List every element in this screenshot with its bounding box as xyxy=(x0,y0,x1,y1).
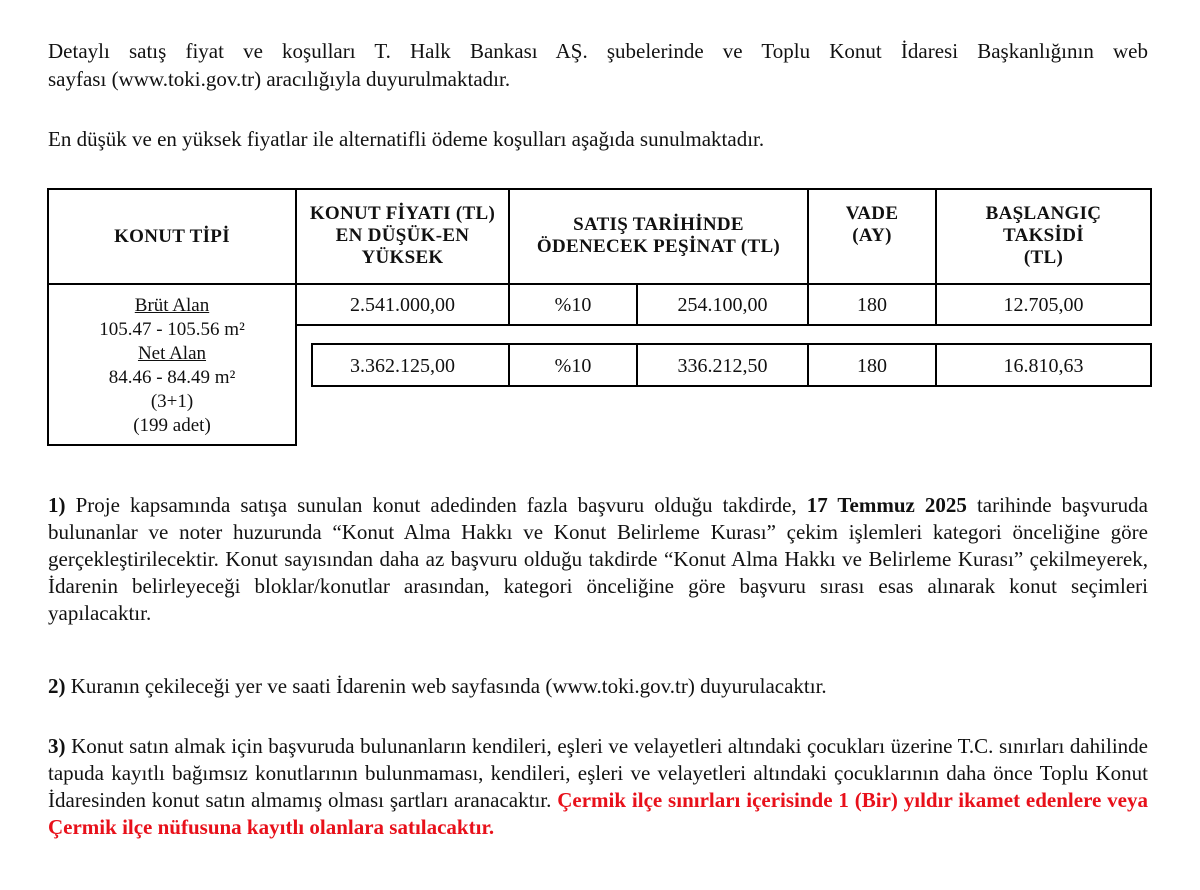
note-2-number: 2) xyxy=(48,674,66,698)
row1-oran: %10 xyxy=(554,294,592,316)
note-1 xyxy=(48,492,1148,627)
oda-sayisi: (3+1) xyxy=(150,391,194,412)
brut-alan-value: 105.47 - 105.56 m² xyxy=(99,319,245,340)
row2-taksit: 16.810,63 xyxy=(1003,355,1084,377)
note-3 xyxy=(48,733,1148,841)
row2-fiyat: 3.362.125,00 xyxy=(350,355,455,377)
note-1-date: 17 Temmuz 2025 xyxy=(806,493,967,517)
header-taksit: BAŞLANGIÇ TAKSİDİ (TL) xyxy=(985,203,1102,268)
row1-pesinat: 254.100,00 xyxy=(677,294,768,316)
row1-vade: 180 xyxy=(857,294,887,316)
konut-details xyxy=(49,294,295,438)
note-3-red-text: Çermik ilçe sınırları içerisinde 1 (Bir) yıldır ikamet edenlere veya Çermik ilçe nüfusuna kayıtlı olanlara satılacaktır. xyxy=(48,788,1149,839)
row2-oran: %10 xyxy=(554,355,592,377)
row2-pesinat: 336.212,50 xyxy=(677,355,768,377)
intro-line-1: Detaylı satış fiyat ve koşulları T. Halk Bankası AŞ. şubelerinde ve Toplu Konut İdaresi Başkanlığının web xyxy=(48,39,1148,63)
note-2-text: Kuranın çekileceği yer ve saati İdarenin web sayfasında (www.toki.gov.tr) duyurulacaktır. xyxy=(70,674,827,698)
header-pesinat: SATIŞ TARİHİNDE ÖDENECEK PEŞİNAT (TL) xyxy=(536,214,781,257)
intro-line-3: En düşük ve en yüksek fiyatlar ile alternatifli ödeme koşulları aşağıda sunulmaktadır. xyxy=(48,127,765,151)
row1-taksit: 12.705,00 xyxy=(1003,294,1084,316)
header-konut-tipi: KONUT TİPİ xyxy=(114,226,230,247)
note-1-text-b: tarihinde başvuruda bulunanlar ve noter huzurunda “Konut Alma Hakkı ve Konut Belirleme Kurası” çekim işlemleri kategori önceliğine göre gerçekleştirilecektir. Konut sayısından daha az başvuru olduğu takdirde “Konut Alma Hakkı ve Belirleme Kurası” çekilmeyerek, İdarenin belirleyeceği bloklar/konutlar arasından, kategori önceliğine göre başvuru sırası esas alınarak konut seçimleri yapılacaktır. xyxy=(48,493,1148,625)
note-1-number: 1) xyxy=(48,493,66,517)
note-3-number: 3) xyxy=(48,734,66,758)
row1-fiyat: 2.541.000,00 xyxy=(350,294,455,316)
note-2 xyxy=(48,673,1148,700)
note-1-text-a: Proje kapsamında satışa sunulan konut adedinden fazla başvuru olduğu takdirde, xyxy=(75,493,797,517)
note-3-text: Konut satın almak için başvuruda bulunanların kendileri, eşleri ve velayetleri altındaki çocukları üzerine T.C. sınırları dahilinde tapuda kayıtlı bağımsız konutlarının bulunmaması, kendileri, eşleri ve velayetleri altındaki çocuklarının daha önce Toplu Konut İdaresinden konut satın almamış olması şartları aranacaktır. xyxy=(48,734,1149,812)
header-vade: VADE (AY) xyxy=(845,203,899,246)
header-fiyat: KONUT FİYATI (TL) EN DÜŞÜK-EN YÜKSEK xyxy=(309,203,496,268)
konut-adet: (199 adet) xyxy=(133,415,211,436)
row2-vade: 180 xyxy=(857,355,887,377)
intro-line-2: sayfası (www.toki.gov.tr) aracılığıyla duyurulmaktadır. xyxy=(48,67,511,91)
net-alan-label: Net Alan xyxy=(137,343,207,364)
net-alan-value: 84.46 - 84.49 m² xyxy=(108,367,236,388)
brut-alan-label: Brüt Alan xyxy=(134,295,210,316)
